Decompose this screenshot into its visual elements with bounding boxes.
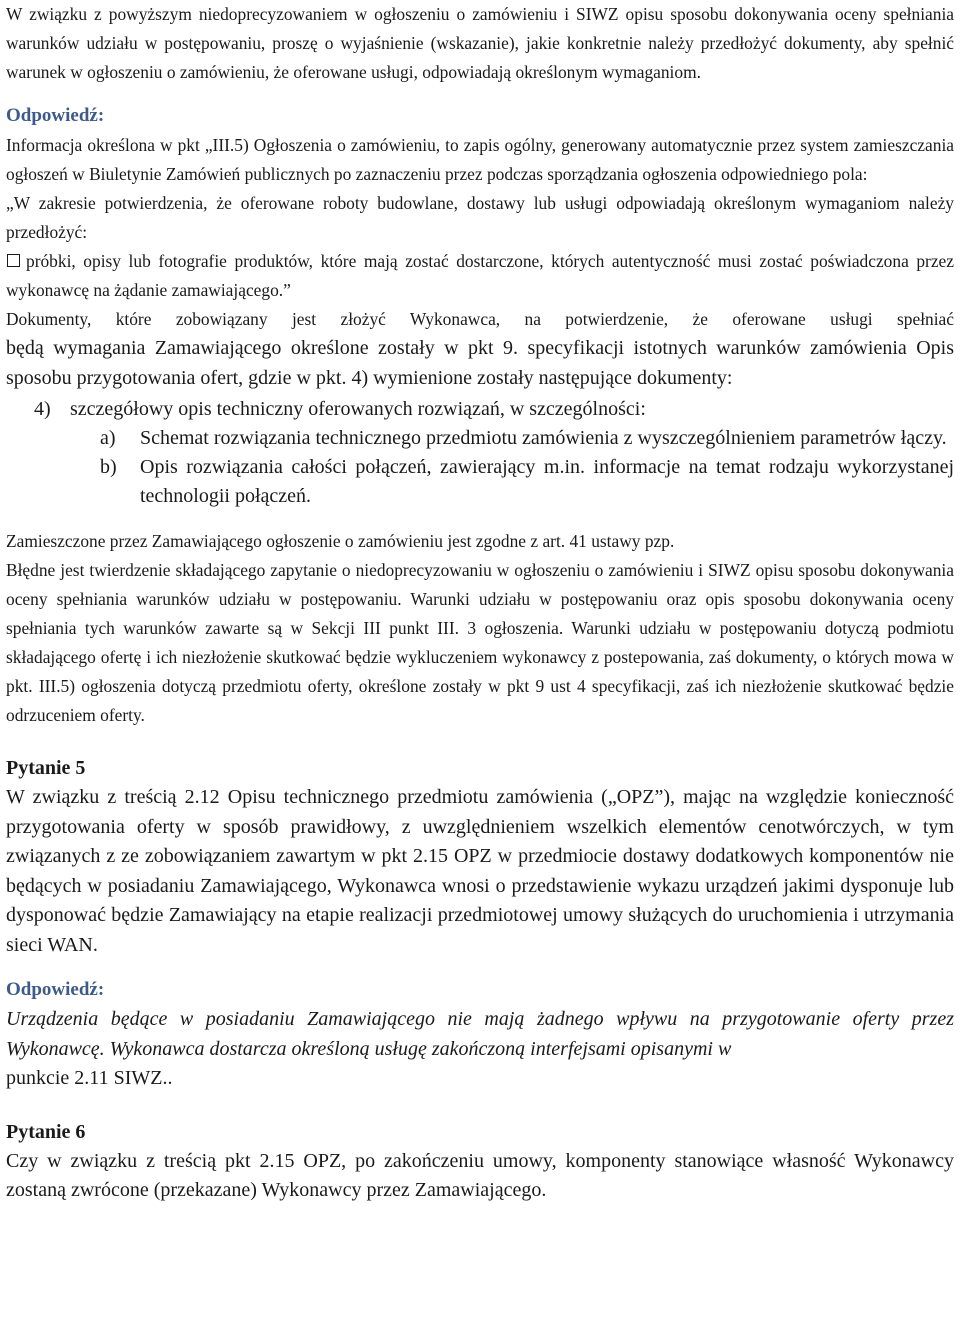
- question-6-title: Pytanie 6: [6, 1120, 86, 1143]
- answer-paragraph-1: Informacja określona w pkt „III.5) Ogłoszenia o zamówieniu, to zapis ogólny, generowany automatycznie przez system zamieszczania ogłoszeń w Biuletynie Zamówień publicznych po zaznaczeniu przez podczas sporządzania ogłoszenia odpowiedniego pola:: [6, 135, 954, 184]
- answer-heading: Odpowiedź:: [6, 979, 105, 1000]
- answer-checkbox-item: [6, 247, 954, 305]
- list-item-text: szczegółowy opis techniczny oferowanych rozwiązań, w szczególności:: [70, 398, 646, 420]
- question-5-text: W związku z treścią 2.12 Opisu technicznego przedmiotu zamówienia („OPZ”), mając na względzie konieczność przygotowania oferty w sposób prawidłowy, z uwzględnieniem wszelkich elementów cenotwórczych, w tym związanych z ze zobowiązaniem zawartym w pkt 2.15 OPZ w przedmiocie dostawy dodatkowych komponentów nie będących w posiadaniu Zamawiającego, Wykonawca wnosi o przedstawienie wykazu urządzeń jakimi dysponuje lub dysponować będzie Zamawiający na etapie realizacji przedmiotowej umowy służących do uruchomienia i utrzymania sieci WAN.: [6, 786, 954, 956]
- sub-list-item-letter: b): [100, 456, 117, 478]
- checkbox-item-text: próbki, opisy lub fotografie produktów, które mają zostać dostarczone, których autentyczność musi zostać poświadczona przez wykonawcę na żądanie zamawiającego.”: [6, 251, 954, 300]
- answer-5-end: punkcie 2.11 SIWZ..: [6, 1067, 173, 1089]
- sub-list-item-letter: a): [100, 427, 116, 449]
- answer-paragraph-documents: Dokumenty, które zobowiązany jest złożyć Wykonawca, na potwierdzenie, że oferowane usługi spełniać: [6, 309, 954, 329]
- answer-heading: Odpowiedź:: [6, 105, 105, 126]
- answer-quote: „W zakresie potwierdzenia, że oferowane roboty budowlane, dostawy lub usługi odpowiadają określonym wymaganiom należy przedłożyć:: [6, 193, 954, 242]
- answer-5-italic: Urządzenia będące w posiadaniu Zamawiającego nie mają żadnego wpływu na przygotowanie oferty przez Wykonawcę. Wykonawca dostarcza określoną usługę zakończoną interfejsami opisanymi w: [6, 1008, 954, 1060]
- list-item: [6, 395, 954, 424]
- answer-paragraph-compliance: Zamieszczone przez Zamawiającego ogłoszenie o zamówieniu jest zgodne z art. 41 ustawy pzp.: [6, 531, 675, 551]
- answer-paragraph-conditions: Błędne jest twierdzenie składającego zapytanie o niedoprecyzowaniu w ogłoszeniu o zamówieniu i SIWZ opisu sposobu dokonywania oceny spełniania warunków udziału w postępowaniu. Warunki udziału w postępowaniu oraz opis sposobu dokonywania oceny spełniania tych warunków zawarte są w Sekcji III punkt III. 3 ogłoszenia. Warunki udziału w postępowaniu dotyczą podmiotu składającego ofertę i ich niezłożenie skutkować będzie wykluczeniem wykonawcy z postepowania, zaś dokumenty, o których mowa w pkt. III.5) ogłoszenia dotyczą przedmiotu oferty, określone zostały w pkt 9 ust 4 specyfikacji, zaś ich niezłożenie skutkować będzie odrzuceniem oferty.: [6, 560, 954, 725]
- sub-list-item-text: Opis rozwiązania całości połączeń, zawierający m.in. informacje na temat rodzaju wykorzystanej technologii połączeń.: [140, 456, 954, 507]
- sub-list-item: [6, 424, 954, 453]
- list-item-number: 4): [34, 398, 51, 420]
- question-6-text: Czy w związku z treścią pkt 2.15 OPZ, po zakończeniu umowy, komponenty stanowiące własność Wykonawcy zostaną zwrócone (przekazane) Wykonawcy przez Zamawiającego.: [6, 1149, 954, 1201]
- intro-paragraph: W związku z powyższym niedoprecyzowaniem w ogłoszeniu o zamówieniu i SIWZ opisu sposobu dokonywania oceny spełniania warunków udziału w postępowaniu, proszę o wyjaśnienie (wskazanie), jakie konkretnie należy przedłożyć dokumenty, aby spełnić warunek w ogłoszeniu o zamówieniu, że oferowane usługi, odpowiadają określonym wymaganiom.: [6, 4, 954, 82]
- sub-list-item-text: Schemat rozwiązania technicznego przedmiotu zamówienia z wyszczególnieniem parametrów łączy.: [140, 427, 947, 449]
- empty-checkbox-icon: [7, 254, 20, 267]
- question-5-title: Pytanie 5: [6, 757, 86, 779]
- answer-paragraph-documents-cont: będą wymagania Zamawiającego określone zostały w pkt 9. specyfikacji istotnych warunków zamówienia Opis sposobu przygotowania ofert, gdzie w pkt. 4) wymienione zostały następujące dokumenty:: [6, 337, 954, 389]
- sub-list-item: [6, 453, 954, 511]
